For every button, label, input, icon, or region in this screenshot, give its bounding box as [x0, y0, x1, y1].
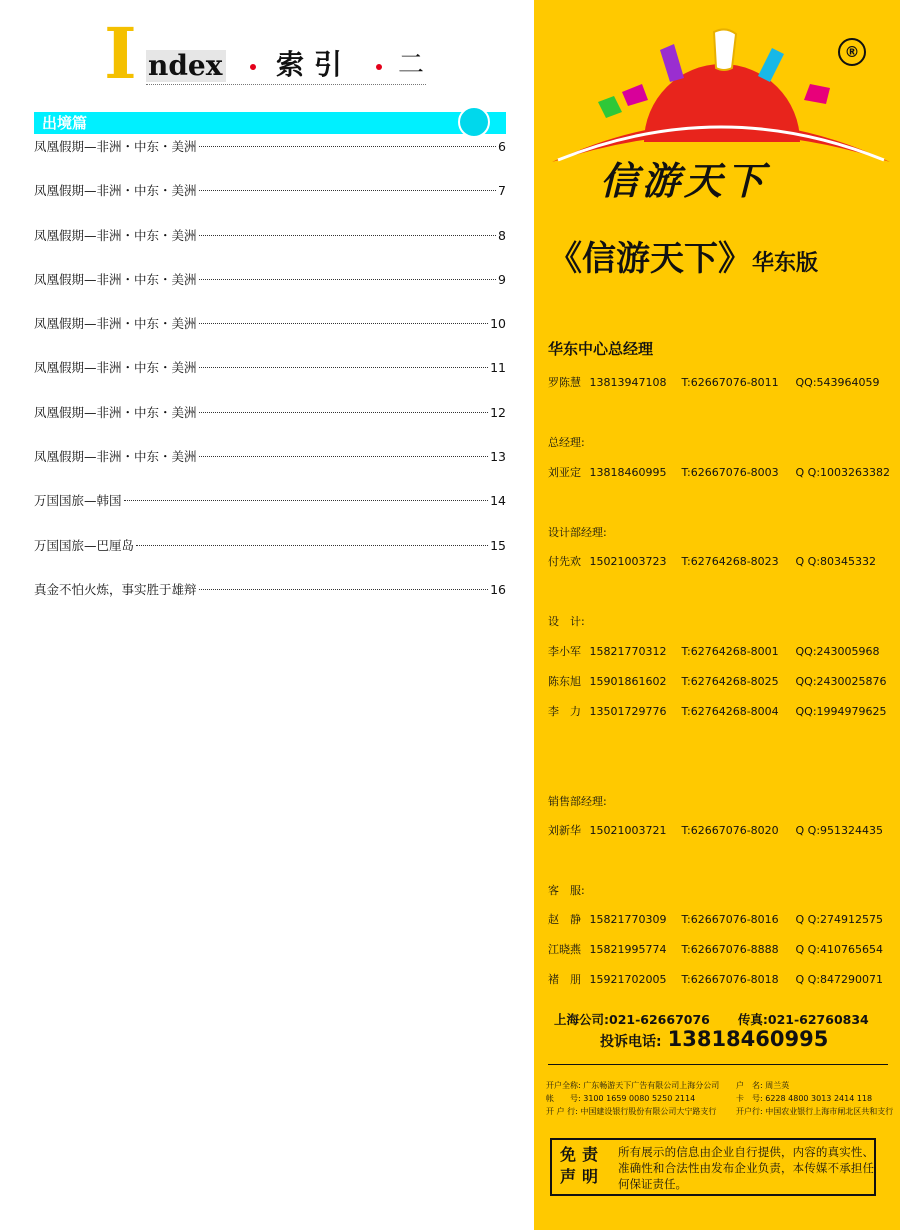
- toc-leader: [199, 589, 489, 590]
- toc-entry[interactable]: [34, 358, 506, 402]
- disclaimer-box: [550, 1138, 876, 1196]
- contact-heading: 华东中心总经理: [548, 340, 654, 358]
- toc-title: 凤凰假期—非洲・中东・美洲: [34, 404, 197, 420]
- index-cn-title: 索引: [276, 48, 353, 81]
- toc-title: 凤凰假期—非洲・中东・美洲: [34, 316, 197, 332]
- toc-leader: [199, 279, 497, 280]
- toc-list: [34, 137, 506, 624]
- bank-row: 开 户 行: 中国建设银行股份有限公司大宁路支行 开户行: 中国农业银行上海市闸北区共和支行: [546, 1107, 894, 1116]
- toc-page: 8: [498, 227, 506, 243]
- bank-row: 帐 号: 3100 1659 0080 5250 2114 卡 号: 6228 4800 3013 2414 118: [546, 1094, 873, 1103]
- role-label: 客 服:: [548, 884, 585, 897]
- contact-row: 褚 朋 15921702005 T:62667076-8018 Q Q:847290071: [548, 973, 884, 986]
- toc-leader: [199, 146, 497, 147]
- toc-leader: [199, 323, 489, 324]
- toc-page: 9: [498, 271, 506, 287]
- contact-row: 李 力 13501729776 T:62764268-8004 QQ:1994979625: [548, 705, 887, 718]
- title-underline: [146, 84, 426, 85]
- role-label: 设 计:: [548, 615, 585, 628]
- toc-entry[interactable]: [34, 403, 506, 447]
- divider: [548, 1064, 888, 1065]
- toc-title: 万国国旅—巴厘岛: [34, 537, 135, 553]
- toc-title: 凤凰假期—非洲・中东・美洲: [34, 449, 197, 465]
- toc-title: 万国国旅—韩国: [34, 493, 122, 509]
- edition-main: 《信游天下》: [548, 239, 752, 279]
- toc-title: 凤凰假期—非洲・中东・美洲: [34, 183, 197, 199]
- section-label: 出境篇: [42, 114, 88, 132]
- contact-row: 付先欢 15021003723 T:62764268-8023 Q Q:80345332: [548, 555, 877, 568]
- toc-page: 13: [490, 449, 506, 465]
- toc-page: 14: [490, 493, 506, 509]
- separator-dot: [376, 64, 382, 70]
- toc-leader: [199, 412, 489, 413]
- separator-dot: [250, 64, 256, 70]
- toc-leader: [199, 456, 489, 457]
- brand-logo-text: 信游天下: [600, 158, 769, 203]
- disclaimer-label: 免责声明: [560, 1145, 605, 1186]
- toc-title: 凤凰假期—非洲・中东・美洲: [34, 271, 197, 287]
- role-label: 设计部经理:: [548, 526, 607, 539]
- contact-row: 赵 静 15821770309 T:62667076-8016 Q Q:274912575: [548, 913, 884, 926]
- toc-entry[interactable]: [34, 137, 506, 181]
- toc-leader: [199, 367, 489, 368]
- role-label: 销售部经理:: [548, 795, 607, 808]
- contact-row: 陈东旭 15901861602 T:62764268-8025 QQ:2430025876: [548, 675, 887, 688]
- toc-entry[interactable]: [34, 181, 506, 225]
- toc-leader: [136, 545, 488, 546]
- toc-entry[interactable]: [34, 226, 506, 270]
- toc-page: 10: [490, 316, 506, 332]
- complaint-line: 投诉电话: 13818460995: [600, 1027, 829, 1051]
- toc-entry[interactable]: [34, 314, 506, 358]
- toc-title: 凤凰假期—非洲・中东・美洲: [34, 139, 197, 154]
- toc-page: 12: [490, 404, 506, 420]
- contact-row: 刘亚定 13818460995 T:62667076-8003 Q Q:1003263382: [548, 466, 891, 479]
- toc-page: 15: [490, 537, 506, 553]
- bank-row: 开户全称: 广东畅游天下广告有限公司上海分公司 户 名: 周兰英: [546, 1081, 790, 1090]
- registered-mark: ®: [838, 38, 866, 66]
- contact-row: 罗陈慧 13813947108 T:62667076-8011 QQ:543964059: [548, 376, 880, 389]
- edition-title: [548, 236, 898, 286]
- role-label: 总经理:: [548, 436, 585, 449]
- toc-leader: [199, 235, 497, 236]
- section-circle: [458, 106, 490, 138]
- toc-page: 7: [498, 183, 506, 199]
- toc-page: 11: [490, 360, 506, 376]
- toc-leader: [124, 500, 489, 501]
- toc-entry[interactable]: [34, 536, 506, 580]
- toc-entry[interactable]: [34, 491, 506, 535]
- edition-sub: 华东版: [752, 250, 819, 276]
- toc-page: 16: [490, 581, 506, 597]
- contact-row: 江晓燕 15821995774 T:62667076-8888 Q Q:410765654: [548, 943, 884, 956]
- disclaimer-text: 所有展示的信息由企业自行提供，内容的真实性、准确性和合法性由发布企业负责，本传媒不承担任何保证责任。: [618, 1145, 874, 1191]
- section-bar: [34, 112, 506, 134]
- toc-leader: [199, 190, 497, 191]
- toc-title: 凤凰假期—非洲・中东・美洲: [34, 227, 197, 243]
- toc-title: 凤凰假期—非洲・中东・美洲: [34, 360, 197, 376]
- contact-row: 李小军 15821770312 T:62764268-8001 QQ:243005968: [548, 645, 880, 658]
- info-panel: [534, 0, 900, 1230]
- contact-row: 刘新华 15021003721 T:62667076-8020 Q Q:951324435: [548, 824, 884, 837]
- toc-page: 6: [498, 139, 506, 154]
- index-word: ndex: [146, 50, 226, 82]
- toc-entry[interactable]: [34, 580, 506, 624]
- index-number: 二: [398, 50, 425, 80]
- toc-entry[interactable]: [34, 447, 506, 491]
- toc-title: 真金不怕火炼，事实胜于雄辩: [34, 581, 197, 597]
- index-initial: I: [104, 12, 137, 95]
- toc-entry[interactable]: [34, 270, 506, 314]
- company-phones: 上海公司:021-62667076 传真:021-62760834: [554, 1012, 869, 1027]
